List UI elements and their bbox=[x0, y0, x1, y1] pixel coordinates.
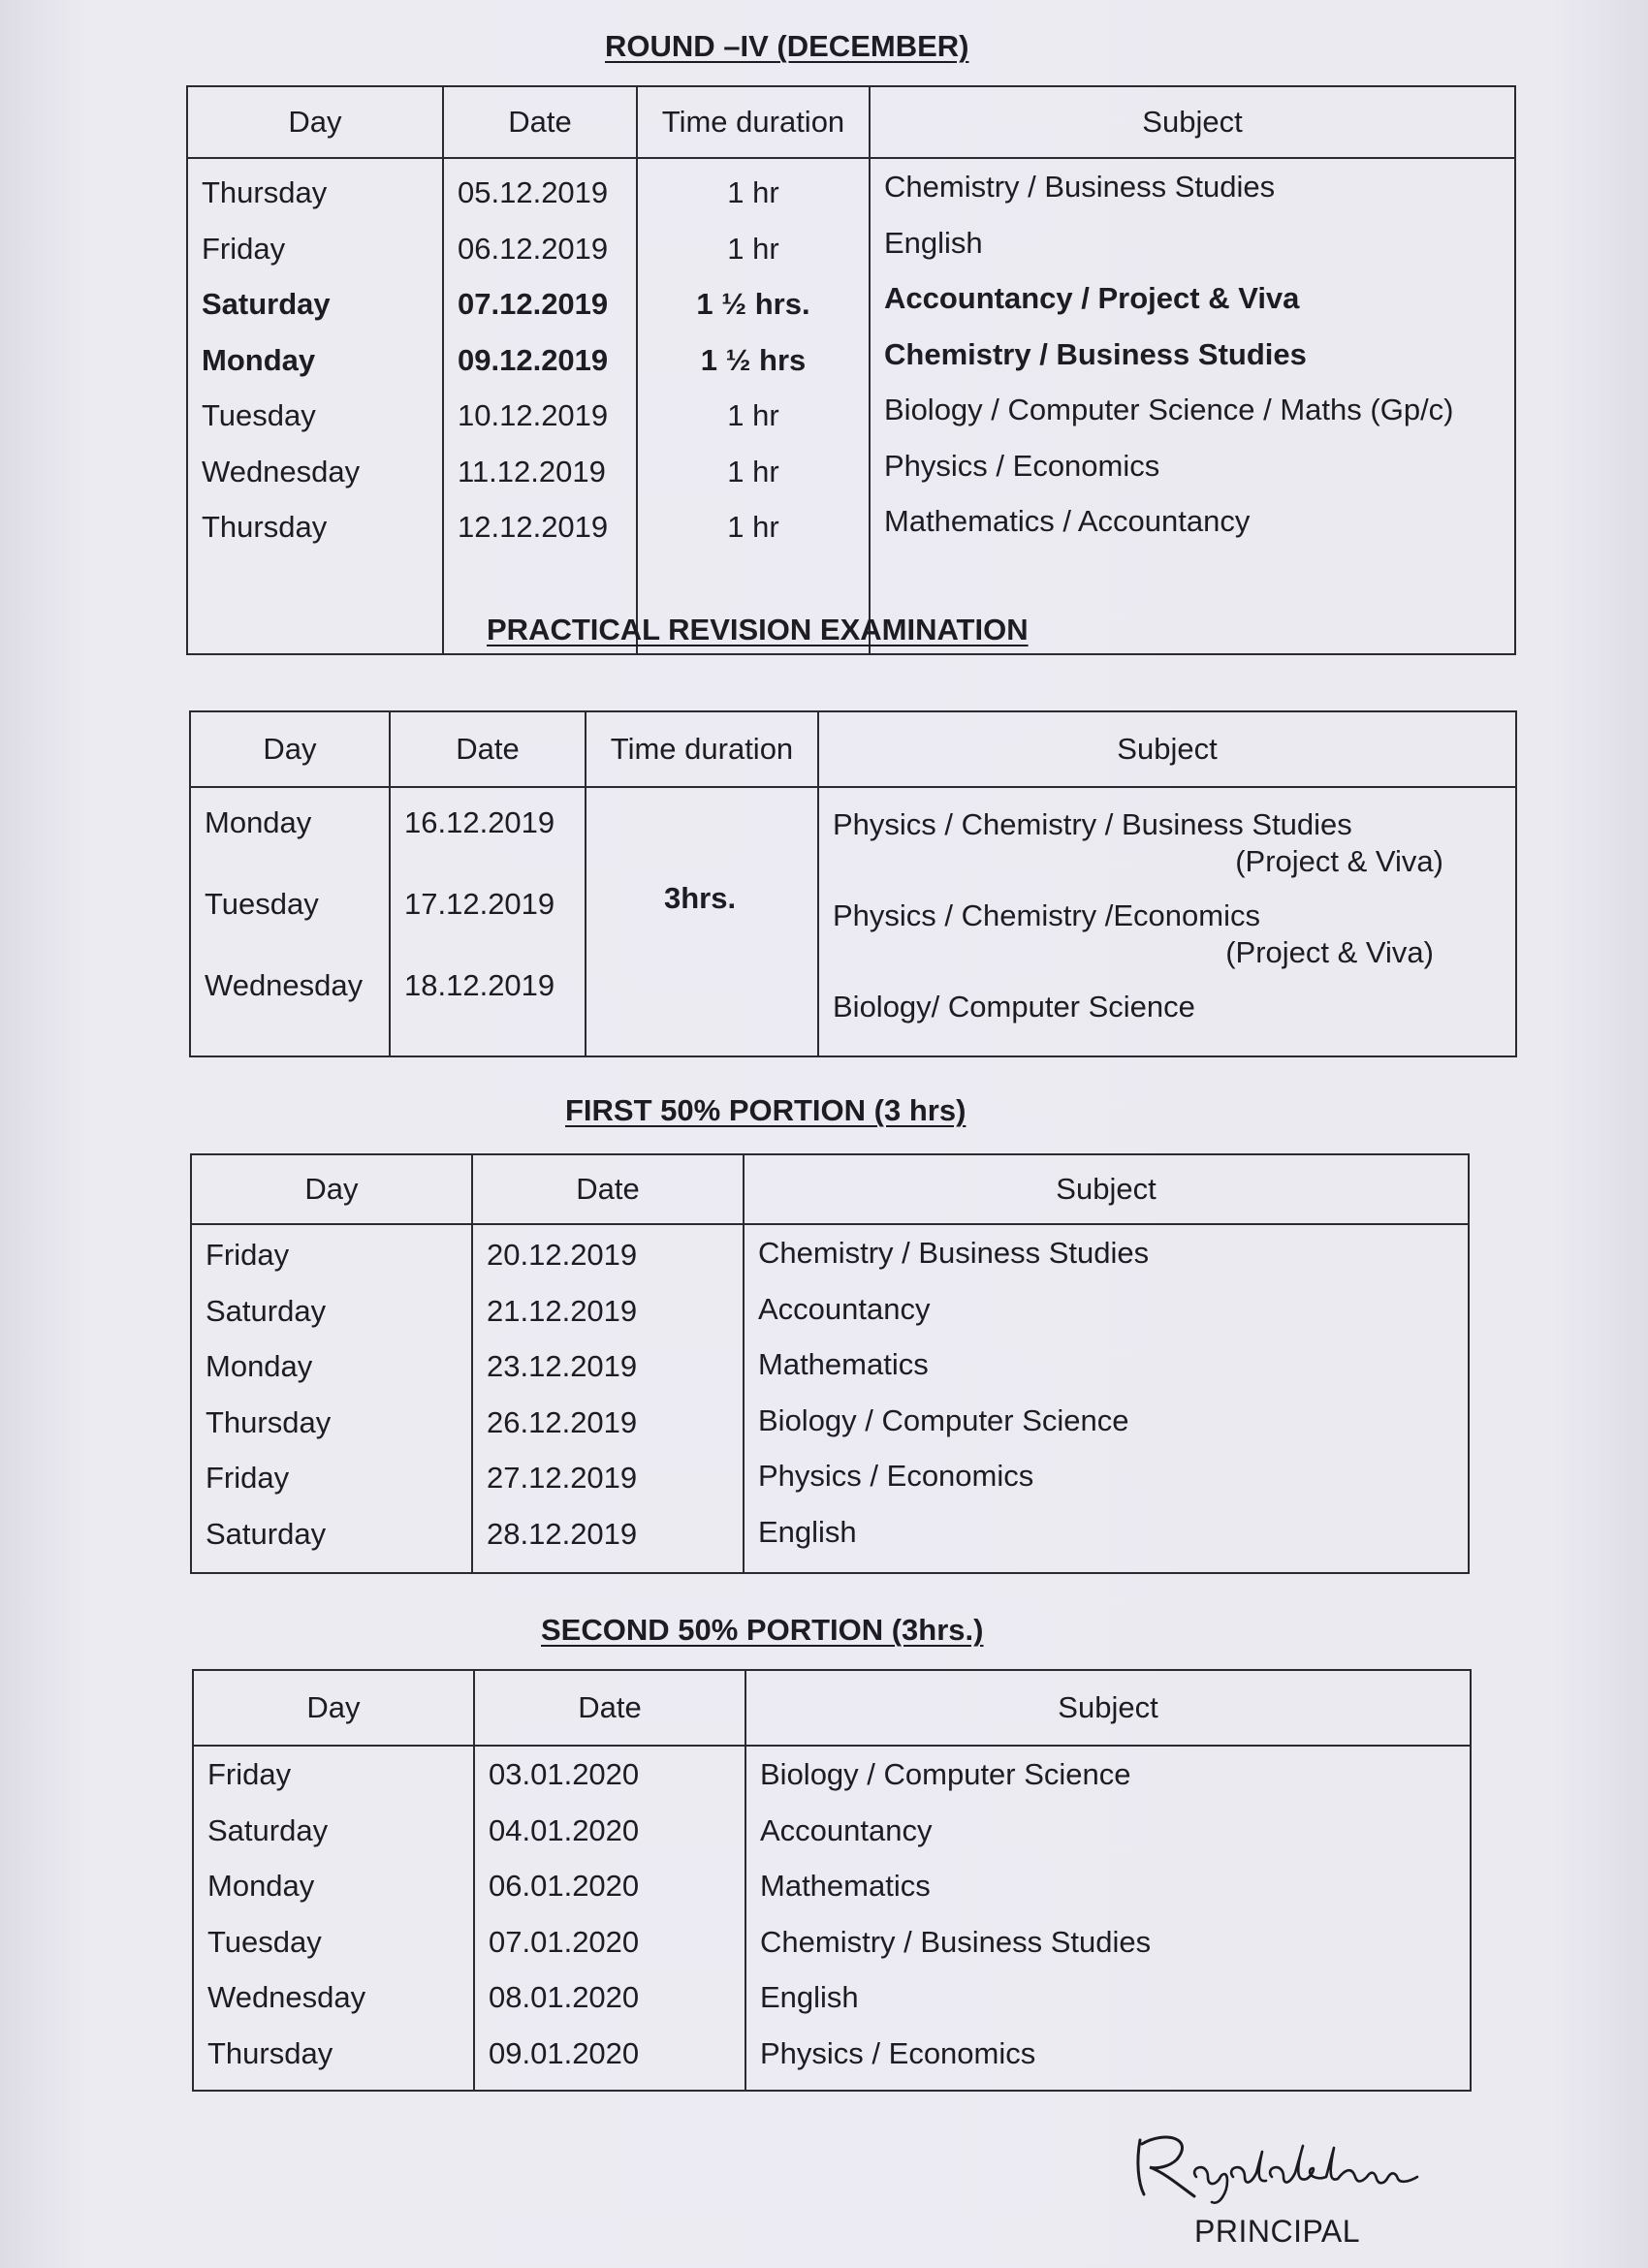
table-cell: Physics / Economics bbox=[758, 1459, 1034, 1493]
table-cell: 26.12.2019 bbox=[487, 1404, 638, 1439]
practical-day-column bbox=[190, 787, 390, 1056]
table-cell: Tuesday bbox=[205, 887, 319, 921]
table-cell: Tuesday bbox=[202, 398, 316, 432]
first50-subject-column bbox=[744, 1224, 1469, 1573]
table-cell: Monday bbox=[206, 1349, 313, 1383]
table-cell: 20.12.2019 bbox=[487, 1238, 638, 1272]
table-cell: Thursday bbox=[207, 2035, 333, 2070]
round4-time-column bbox=[637, 158, 870, 654]
table-cell: Tuesday bbox=[207, 1924, 322, 1959]
table-cell: English bbox=[758, 1514, 857, 1549]
table-cell: (Project & Viva) bbox=[1225, 935, 1434, 969]
second50-table bbox=[192, 1669, 1472, 2092]
table-cell: 10.12.2019 bbox=[458, 398, 609, 432]
first50-date-column bbox=[472, 1224, 744, 1573]
second50-header-date: Date bbox=[474, 1670, 745, 1746]
practical-header-subject: Subject bbox=[818, 711, 1516, 787]
second50-date-column bbox=[474, 1746, 745, 2091]
practical-header-time: Time duration bbox=[586, 711, 818, 787]
table-cell: 23.12.2019 bbox=[487, 1349, 638, 1383]
table-cell: Chemistry / Business Studies bbox=[884, 170, 1276, 204]
round4-header-day: Day bbox=[187, 86, 443, 158]
table-cell: (Project & Viva) bbox=[1235, 844, 1443, 878]
table-cell: Chemistry / Business Studies bbox=[758, 1236, 1150, 1270]
table-cell: 09.01.2020 bbox=[489, 2035, 640, 2070]
signature-scrawl bbox=[1126, 2123, 1456, 2210]
table-cell: Saturday bbox=[202, 287, 331, 321]
table-cell: 1 hr bbox=[727, 398, 779, 432]
table-cell: 07.01.2020 bbox=[489, 1924, 640, 1959]
table-cell: Accountancy bbox=[758, 1291, 931, 1326]
table-cell: Friday bbox=[207, 1757, 292, 1791]
table-cell: Wednesday bbox=[202, 454, 361, 488]
table-cell: 1 ½ hrs bbox=[700, 342, 807, 377]
round4-date-column bbox=[443, 158, 637, 654]
table-cell: 04.01.2020 bbox=[489, 1812, 640, 1847]
table-cell: Monday bbox=[202, 342, 316, 377]
table-cell: 03.01.2020 bbox=[489, 1757, 640, 1791]
table-cell: Wednesday bbox=[205, 968, 364, 1002]
round4-day-column bbox=[187, 158, 443, 654]
table-cell: 07.12.2019 bbox=[458, 287, 609, 321]
table-cell: Biology / Computer Science bbox=[760, 1757, 1131, 1791]
second50-day-column bbox=[193, 1746, 474, 2091]
table-cell: 08.01.2020 bbox=[489, 1980, 640, 2014]
table-cell: Physics / Chemistry /Economics bbox=[833, 898, 1260, 932]
table-cell: Thursday bbox=[202, 510, 328, 544]
practical-header-day: Day bbox=[190, 711, 390, 787]
table-cell: Physics / Chemistry / Business Studies bbox=[833, 807, 1352, 841]
table-cell: Mathematics / Accountancy bbox=[884, 504, 1251, 538]
first50-header-day: Day bbox=[191, 1154, 472, 1224]
table-cell: Accountancy bbox=[760, 1812, 933, 1847]
table-cell: Thursday bbox=[206, 1404, 332, 1439]
table-cell: 3hrs. bbox=[664, 881, 737, 915]
practical-table bbox=[189, 710, 1517, 1057]
table-cell: Saturday bbox=[206, 1516, 327, 1551]
round4-header-time: Time duration bbox=[637, 86, 870, 158]
second50-title: SECOND 50% PORTION (3hrs.) bbox=[541, 1613, 984, 1647]
table-cell: Mathematics bbox=[760, 1869, 931, 1903]
table-cell: Mathematics bbox=[758, 1347, 929, 1381]
first50-title: FIRST 50% PORTION (3 hrs) bbox=[565, 1093, 967, 1127]
table-cell: Physics / Economics bbox=[760, 2035, 1036, 2070]
table-cell: Accountancy / Project & Viva bbox=[884, 281, 1300, 315]
table-cell: 28.12.2019 bbox=[487, 1516, 638, 1551]
first50-header-date: Date bbox=[472, 1154, 744, 1224]
table-cell: Biology / Computer Science / Maths (Gp/c) bbox=[884, 393, 1454, 426]
table-cell: 06.01.2020 bbox=[489, 1869, 640, 1903]
practical-date-column bbox=[390, 787, 586, 1056]
practical-time-column bbox=[586, 787, 818, 1056]
table-cell: 1 hr bbox=[727, 510, 779, 544]
second50-header-subject: Subject bbox=[745, 1670, 1471, 1746]
table-cell: 05.12.2019 bbox=[458, 175, 609, 209]
table-cell: Saturday bbox=[207, 1812, 329, 1847]
table-cell: 27.12.2019 bbox=[487, 1461, 638, 1495]
table-cell: 06.12.2019 bbox=[458, 231, 609, 266]
practical-subject-column bbox=[818, 787, 1516, 1056]
table-cell: English bbox=[760, 1980, 859, 2014]
principal-label: PRINCIPAL bbox=[1194, 2214, 1361, 2249]
second50-header-day: Day bbox=[193, 1670, 474, 1746]
practical-title: PRACTICAL REVISION EXAMINATION bbox=[487, 613, 1029, 646]
table-cell: 12.12.2019 bbox=[458, 510, 609, 544]
practical-header-date: Date bbox=[390, 711, 586, 787]
table-cell: 21.12.2019 bbox=[487, 1293, 638, 1328]
table-cell: Thursday bbox=[202, 175, 328, 209]
table-cell: 16.12.2019 bbox=[404, 805, 555, 839]
first50-table bbox=[190, 1153, 1470, 1574]
table-cell: 18.12.2019 bbox=[404, 968, 555, 1002]
table-cell: Monday bbox=[205, 805, 312, 839]
round4-title: ROUND –IV (DECEMBER) bbox=[605, 29, 969, 63]
table-cell: 1 hr bbox=[727, 175, 779, 209]
table-cell: 1 hr bbox=[727, 231, 779, 266]
table-cell: English bbox=[884, 225, 983, 260]
round4-subject-column bbox=[870, 158, 1515, 654]
round4-table bbox=[186, 85, 1516, 655]
table-cell: Biology / Computer Science bbox=[758, 1402, 1129, 1437]
table-cell: 1 hr bbox=[727, 454, 779, 488]
table-cell: 1 ½ hrs. bbox=[696, 287, 810, 321]
second50-subject-column bbox=[745, 1746, 1471, 2091]
round4-header-date: Date bbox=[443, 86, 637, 158]
table-cell: Biology/ Computer Science bbox=[833, 990, 1195, 1024]
round4-header-subject: Subject bbox=[870, 86, 1515, 158]
table-cell: 09.12.2019 bbox=[458, 342, 609, 377]
principal-signature bbox=[1126, 2123, 1456, 2215]
table-cell: 11.12.2019 bbox=[458, 454, 606, 488]
table-cell: Friday bbox=[206, 1461, 290, 1495]
table-cell: Wednesday bbox=[207, 1980, 366, 2014]
table-cell: Monday bbox=[207, 1869, 315, 1903]
table-cell: Friday bbox=[206, 1238, 290, 1272]
table-cell: Saturday bbox=[206, 1293, 327, 1328]
table-cell: 17.12.2019 bbox=[404, 887, 555, 921]
table-cell: Chemistry / Business Studies bbox=[884, 336, 1307, 371]
first50-day-column bbox=[191, 1224, 472, 1573]
table-cell: Chemistry / Business Studies bbox=[760, 1924, 1152, 1959]
table-cell: Friday bbox=[202, 231, 286, 266]
first50-header-subject: Subject bbox=[744, 1154, 1469, 1224]
table-cell: Physics / Economics bbox=[884, 448, 1160, 483]
